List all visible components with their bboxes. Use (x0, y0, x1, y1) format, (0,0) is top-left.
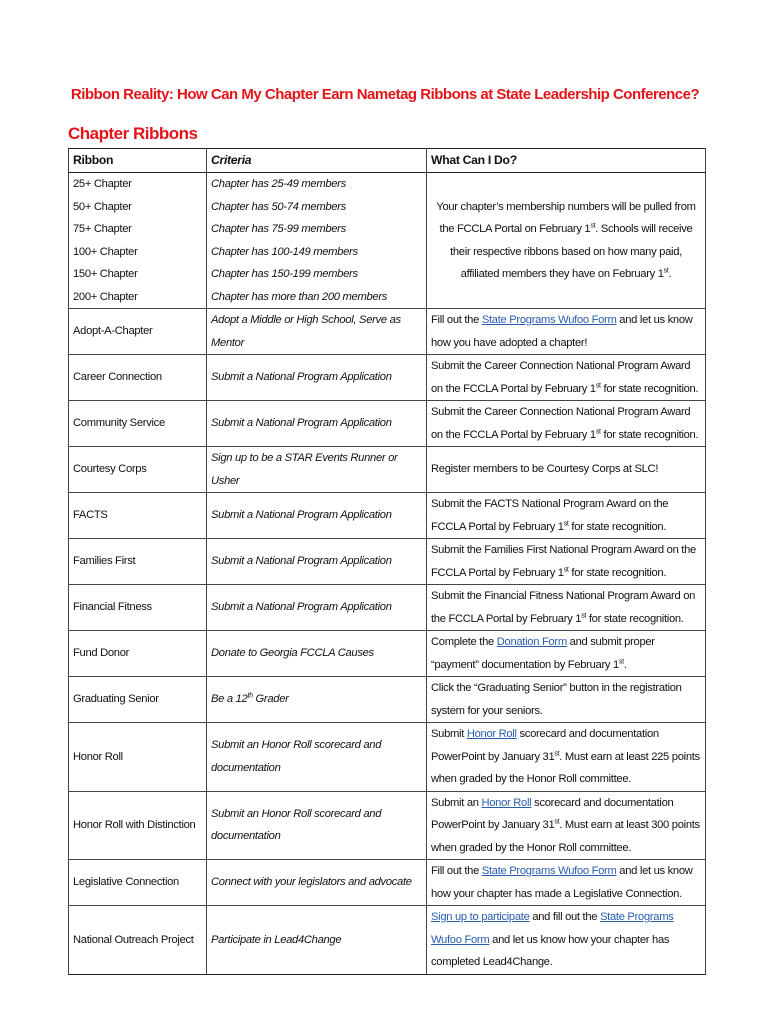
ribbon-cell: Honor Roll (69, 723, 207, 792)
criteria-cell: Sign up to be a STAR Events Runner or Usher (207, 447, 427, 493)
table-body (69, 173, 706, 975)
criteria-cell: Submit an Honor Roll scorecard and documentation (207, 791, 427, 860)
table-row (69, 585, 706, 631)
criteria-cell: Chapter has 50-74 members (207, 196, 427, 219)
criteria-cell: Submit a National Program Application (207, 355, 427, 401)
todo-cell: Submit the Career Connection National Program Award on the FCCLA Portal by February 1st for state recognition. (427, 355, 706, 401)
ribbon-cell: 75+ Chapter (69, 218, 207, 241)
criteria-cell: Chapter has 100-149 members (207, 241, 427, 264)
ribbon-cell: 50+ Chapter (69, 196, 207, 219)
wufoo-form-link[interactable]: State Programs Wufoo Form (481, 865, 617, 877)
ribbon-cell: 100+ Chapter (69, 241, 207, 264)
donation-form-link[interactable]: Donation Form (496, 636, 567, 648)
honor-roll-link[interactable]: Honor Roll (466, 728, 517, 740)
todo-cell: Your chapter’s membership numbers will be pulled from the FCCLA Portal on February 1st. Schools will receive their respective ribbons based on how many paid, affiliated members they have on February 1st. (427, 173, 706, 309)
table-header-row (69, 149, 706, 173)
todo-cell: Click the “Graduating Senior” button in the registration system for your seniors. (427, 677, 706, 723)
criteria-cell: Participate in Lead4Change (207, 906, 427, 975)
header-criteria: Criteria (207, 149, 427, 173)
ribbon-cell: Legislative Connection (69, 860, 207, 906)
table-row (69, 173, 706, 196)
ribbon-cell: Courtesy Corps (69, 447, 207, 493)
criteria-cell: Chapter has 25-49 members (207, 173, 427, 196)
ribbon-cell: 25+ Chapter (69, 173, 207, 196)
criteria-cell: Submit a National Program Application (207, 585, 427, 631)
sign-up-link[interactable]: Sign up to participate (431, 911, 530, 923)
ribbon-cell: Families First (69, 539, 207, 585)
honor-roll-link[interactable]: Honor Roll (481, 796, 532, 809)
ribbon-cell: 150+ Chapter (69, 263, 207, 286)
table-row (69, 906, 706, 975)
criteria-cell: Submit an Honor Roll scorecard and documentation (207, 723, 427, 792)
criteria-cell: Submit a National Program Application (207, 539, 427, 585)
criteria-cell: Connect with your legislators and advocate (207, 860, 427, 906)
table-row (69, 791, 706, 860)
todo-cell: Submit the Financial Fitness National Program Award on the FCCLA Portal by February 1st for state recognition. (427, 585, 706, 631)
ribbon-table (68, 148, 706, 975)
criteria-cell: Donate to Georgia FCCLA Causes (207, 631, 427, 677)
criteria-cell: Submit a National Program Application (207, 493, 427, 539)
table-row (69, 677, 706, 723)
ribbon-cell: Honor Roll with Distinction (69, 791, 207, 860)
todo-cell: Submit the FACTS National Program Award on the FCCLA Portal by February 1st for state recognition. (427, 493, 706, 539)
criteria-cell: Be a 12th Grader (207, 677, 427, 723)
ribbon-cell: 200+ Chapter (69, 286, 207, 309)
ribbon-cell: National Outreach Project (69, 906, 207, 975)
criteria-cell: Chapter has more than 200 members (207, 286, 427, 309)
table-row (69, 355, 706, 401)
ribbon-cell: Financial Fitness (69, 585, 207, 631)
todo-cell: Submit the Career Connection National Program Award on the FCCLA Portal by February 1st for state recognition. (427, 401, 706, 447)
ribbon-cell: Fund Donor (69, 631, 207, 677)
ribbon-cell: FACTS (69, 493, 207, 539)
wufoo-form-link[interactable]: State Programs Wufoo Form (481, 314, 617, 326)
header-todo: What Can I Do? (427, 149, 706, 173)
table-row (69, 539, 706, 585)
header-ribbon: Ribbon (69, 149, 207, 173)
todo-cell: Sign up to participate and fill out the State Programs Wufoo Form and let us know how your chapter has completed Lead4Change. (427, 906, 706, 975)
table-row (69, 447, 706, 493)
ribbon-cell: Career Connection (69, 355, 207, 401)
ribbon-cell: Community Service (69, 401, 207, 447)
todo-cell: Fill out the State Programs Wufoo Form and let us know how you have adopted a chapter! (427, 309, 706, 355)
todo-cell: Register members to be Courtesy Corps at SLC! (427, 447, 706, 493)
table-row (69, 309, 706, 355)
ribbon-cell: Graduating Senior (69, 677, 207, 723)
todo-cell: Submit the Families First National Program Award on the FCCLA Portal by February 1st for state recognition. (427, 539, 706, 585)
criteria-cell: Chapter has 150-199 members (207, 263, 427, 286)
table-row (69, 631, 706, 677)
table-row (69, 860, 706, 906)
table-row (69, 401, 706, 447)
todo-cell: Submit Honor Roll scorecard and documentation PowerPoint by January 31st. Must earn at least 225 points when graded by the Honor Roll committee. (427, 723, 706, 792)
table-row (69, 493, 706, 539)
criteria-cell: Chapter has 75-99 members (207, 218, 427, 241)
criteria-cell: Adopt a Middle or High School, Serve as Mentor (207, 309, 427, 355)
criteria-cell: Submit a National Program Application (207, 401, 427, 447)
todo-cell: Submit an Honor Roll scorecard and documentation PowerPoint by January 31st. Must earn at least 300 points when graded by the Honor Roll committee. (427, 791, 706, 860)
section-heading: Chapter Ribbons (68, 124, 198, 143)
ribbon-cell: Adopt-A-Chapter (69, 309, 207, 355)
wufoo-form-link[interactable]: State Programs Wufoo Form (431, 911, 674, 946)
table-row (69, 723, 706, 792)
todo-cell: Complete the Donation Form and submit proper “payment” documentation by February 1st. (427, 631, 706, 677)
page-title: Ribbon Reality: How Can My Chapter Earn Nametag Ribbons at State Leadership Conference? (70, 86, 700, 103)
todo-cell: Fill out the State Programs Wufoo Form and let us know how your chapter has made a Legislative Connection. (427, 860, 706, 906)
